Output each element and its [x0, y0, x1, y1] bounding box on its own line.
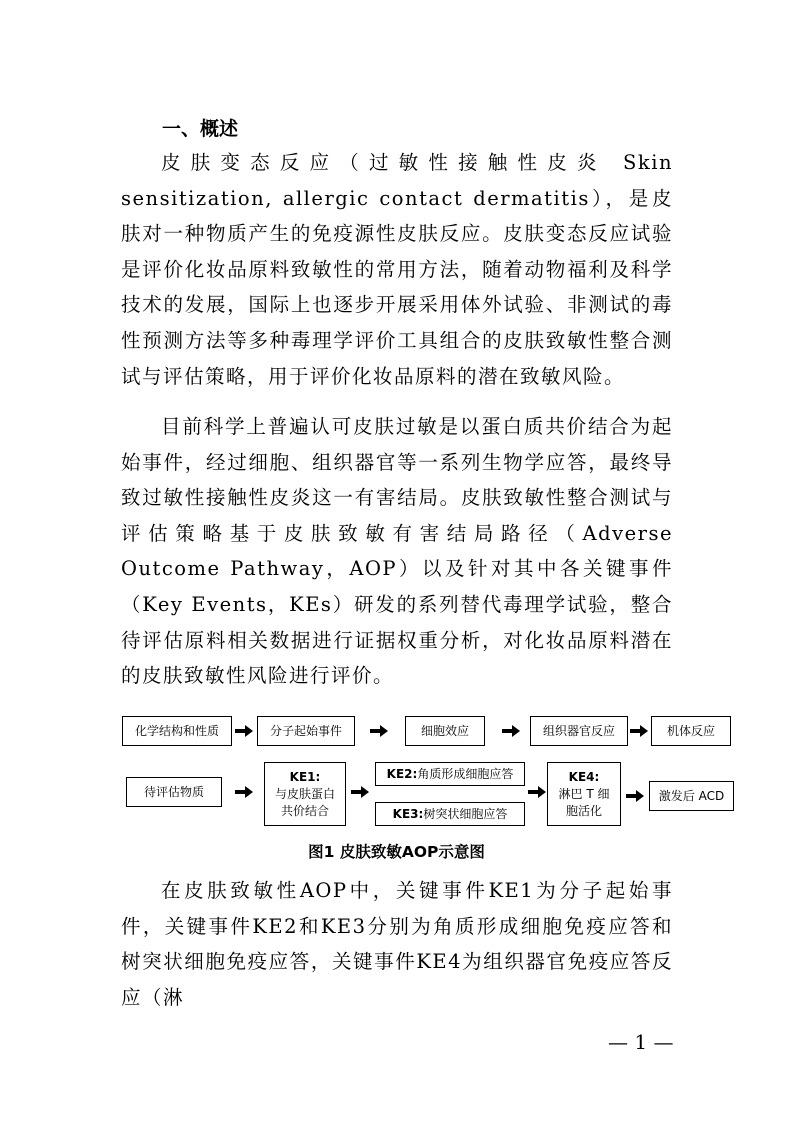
figure-caption: 图1 皮肤致敏AOP示意图 [308, 843, 485, 861]
ke1-label: KE1: [289, 769, 321, 784]
ke3-label: KE3: [392, 806, 424, 821]
aop-diagram [118, 714, 738, 834]
page-number: — 1 — [608, 1030, 674, 1054]
ke2-text: 角质形成细胞应答 [417, 766, 514, 781]
box-ke4 [547, 762, 621, 826]
arrow-right-icon [235, 725, 253, 737]
ke1-text: 与皮肤蛋白共价结合 [274, 786, 335, 818]
arrow-right-icon [630, 725, 648, 737]
ke3-text: 树突状细胞应答 [423, 806, 508, 821]
ke4-text: 淋巴 T 细胞活化 [558, 786, 610, 818]
ke4-label: KE4: [568, 769, 600, 784]
paragraph-aop: 目前科学上普遍认可皮肤过敏是以蛋白质共价结合为起始事件，经过细胞、组织器官等一系列生物学应答，最终导致过敏性接触性皮炎这一有害结局。皮肤致敏性整合测试与评估策略基于皮肤致敏有害结局路径（Adverse Outcome Pathway，AOP）以及针对其中各关键事件（Key Events，KEs）研发的系列替代毒理学试验，整合待评估原料相关数据进行证据权重分析，对化妆品原料潜在的皮肤致敏性风险进行评价。 [121, 415, 673, 688]
box-ke1 [264, 762, 346, 826]
arrow-right-icon [370, 725, 388, 737]
box-outcome: 激发后 ACD [649, 781, 734, 811]
arrow-right-icon [235, 786, 253, 798]
arrow-right-icon [528, 786, 546, 798]
box-organism-response: 机体反应 [651, 716, 731, 746]
box-chemical-structure: 化学结构和性质 [122, 716, 232, 746]
paragraph-key-events: 在皮肤致敏性AOP中，关键事件KE1为分子起始事件，关键事件KE2和KE3分别为角质形成细胞免疫应答和树突状细胞免疫应答，关键事件KE4为组织器官免疫应答反应（淋 [121, 879, 673, 1009]
section-title: 一、概述 [162, 118, 239, 140]
box-ke2 [375, 762, 525, 786]
box-substance: 待评估物质 [126, 777, 222, 807]
box-cell-effect: 细胞效应 [405, 716, 485, 746]
ke2-label: KE2: [386, 766, 418, 781]
box-tissue-response: 组织器官反应 [530, 716, 628, 746]
paragraph-intro: 皮肤变态反应（过敏性接触性皮炎 Skin sensitization, allergic contact dermatitis），是皮肤对一种物质产生的免疫源性皮肤反应。皮肤变态反应试验是评价化妆品原料致敏性的常用方法，随着动物福利及科学技术的发展，国际上也逐步开展采用体外试验、非测试的毒性预测方法等多种毒理学评价工具组合的皮肤致敏性整合测试与评估策略，用于评价化妆品原料的潜在致敏风险。 [121, 151, 673, 388]
arrow-right-icon [502, 725, 520, 737]
arrow-right-icon [626, 790, 644, 802]
box-ke3 [375, 802, 525, 826]
arrow-right-icon [351, 786, 369, 798]
box-molecular-event: 分子起始事件 [257, 716, 355, 746]
